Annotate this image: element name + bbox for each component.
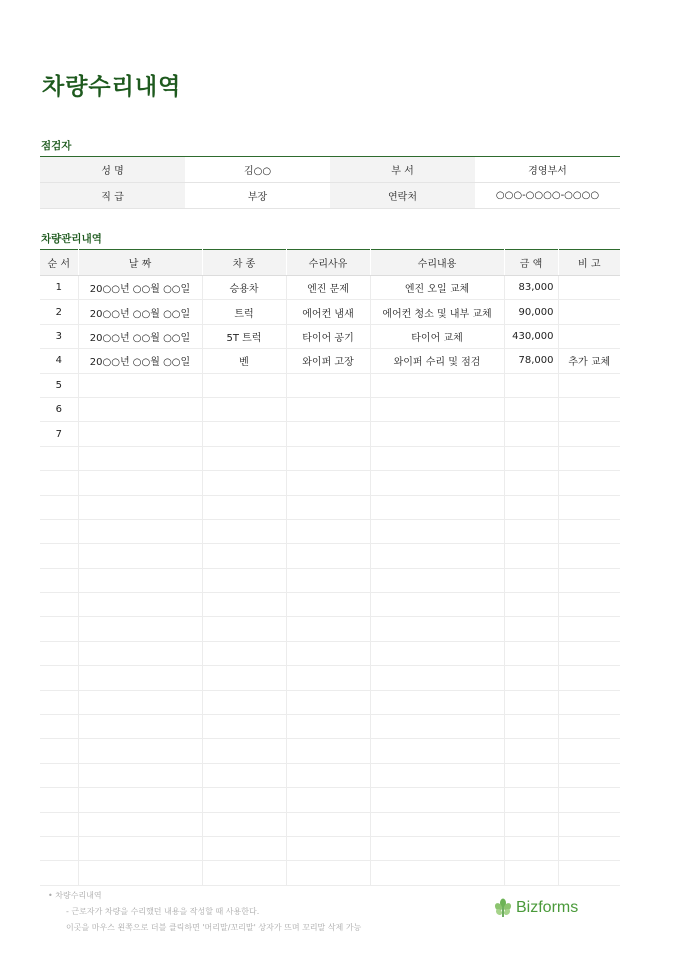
table-cell: 에어컨 청소 및 내부 교체 [370,300,504,324]
table-cell [78,373,202,397]
inspector-value: 경영부서 [475,157,620,183]
table-cell: 3 [40,324,78,348]
table-cell [370,397,504,421]
table-cell [286,397,370,421]
table-cell [40,690,78,714]
table-cell [202,519,286,543]
table-cell [40,763,78,787]
table-cell: 5T 트럭 [202,324,286,348]
table-cell [504,763,558,787]
table-cell [504,495,558,519]
table-cell [370,788,504,812]
table-cell: 추가 교체 [558,349,620,373]
page-title: 차량수리내역 [42,74,182,100]
table-cell: 6 [40,397,78,421]
table-cell [370,495,504,519]
table-cell: 1 [40,276,78,300]
table-cell: 엔진 문제 [286,276,370,300]
table-cell [370,641,504,665]
table-cell [558,715,620,739]
table-cell: 2 [40,300,78,324]
table-cell [558,422,620,446]
table-cell [40,495,78,519]
table-cell [370,739,504,763]
table-cell: 78,000 [504,349,558,373]
inspector-label: 성 명 [40,157,185,183]
table-cell [558,861,620,885]
table-row [40,861,620,885]
table-cell [370,519,504,543]
table-cell [504,446,558,470]
table-cell [504,788,558,812]
table-cell: 90,000 [504,300,558,324]
table-cell [202,715,286,739]
table-cell: 7 [40,422,78,446]
table-cell [286,471,370,495]
repairs-table [40,249,620,886]
table-cell [370,715,504,739]
table-cell [504,397,558,421]
table-cell [78,519,202,543]
table-row [40,349,620,373]
table-cell [370,763,504,787]
table-row [40,812,620,836]
table-cell [370,544,504,568]
table-cell [504,641,558,665]
table-cell [286,495,370,519]
table-cell [78,593,202,617]
table-cell [558,397,620,421]
table-cell [40,715,78,739]
table-row [40,324,620,348]
table-cell: 20○○년 ○○월 ○○일 [78,324,202,348]
table-cell [78,544,202,568]
table-cell [286,836,370,860]
table-cell [40,641,78,665]
table-cell [202,812,286,836]
table-cell: 타이어 공기 [286,324,370,348]
column-header: 날 짜 [78,250,202,276]
table-cell [78,836,202,860]
table-cell [202,739,286,763]
table-cell [370,568,504,592]
table-row [40,836,620,860]
table-cell [558,641,620,665]
table-cell [40,666,78,690]
table-row [40,544,620,568]
table-cell [202,836,286,860]
leaf-icon [494,898,512,918]
table-row [40,373,620,397]
table-row [40,641,620,665]
table-cell [202,397,286,421]
table-cell [504,373,558,397]
table-cell [504,666,558,690]
table-row [40,300,620,324]
table-cell [202,690,286,714]
table-cell [558,739,620,763]
table-cell [504,519,558,543]
table-cell [286,568,370,592]
table-cell [558,788,620,812]
table-cell [370,422,504,446]
inspector-label: 부 서 [330,157,475,183]
table-cell: 타이어 교체 [370,324,504,348]
table-cell [286,617,370,641]
table-cell [78,739,202,763]
brand-logo [494,898,578,918]
table-cell [40,812,78,836]
column-header: 수리내용 [370,250,504,276]
table-row [40,690,620,714]
table-cell [504,422,558,446]
table-cell [78,397,202,421]
table-cell [202,544,286,568]
column-header: 차 종 [202,250,286,276]
table-row [40,788,620,812]
table-cell [370,836,504,860]
table-cell [202,422,286,446]
table-cell [558,446,620,470]
table-cell [78,641,202,665]
table-row [40,422,620,446]
table-cell [504,690,558,714]
table-cell [370,373,504,397]
table-cell [558,544,620,568]
table-cell [286,373,370,397]
table-cell [558,812,620,836]
table-cell [558,373,620,397]
table-cell [558,471,620,495]
table-cell [504,617,558,641]
table-cell [370,666,504,690]
table-cell [286,446,370,470]
table-cell [78,422,202,446]
table-cell [286,641,370,665]
table-cell [78,666,202,690]
table-cell [40,836,78,860]
table-row [40,739,620,763]
table-cell [558,324,620,348]
table-cell [370,446,504,470]
table-row [40,617,620,641]
table-cell [202,861,286,885]
table-cell [558,495,620,519]
note-line: - 근로자가 차량을 수리했던 내용을 작성할 때 사용한다. [66,907,260,916]
table-cell [78,471,202,495]
table-cell [202,763,286,787]
table-cell [40,568,78,592]
table-cell [78,861,202,885]
table-cell [558,690,620,714]
table-row [40,495,620,519]
table-cell: 승용차 [202,276,286,300]
table-row [40,666,620,690]
table-cell [78,617,202,641]
table-cell [78,495,202,519]
table-row [40,276,620,300]
inspector-section-label: 점검자 [41,140,72,152]
table-cell [286,666,370,690]
inspector-label: 연락처 [330,183,475,209]
table-cell [504,836,558,860]
table-cell [202,495,286,519]
table-cell [504,812,558,836]
table-cell [286,519,370,543]
table-cell [558,276,620,300]
inspector-table [40,156,620,209]
column-header: 수리사유 [286,250,370,276]
brand-name: Bizforms [516,899,579,916]
table-cell: 벤 [202,349,286,373]
table-cell [286,788,370,812]
table-row [40,519,620,543]
table-cell [286,861,370,885]
table-cell: 20○○년 ○○월 ○○일 [78,300,202,324]
table-cell [504,715,558,739]
table-cell: 와이퍼 고장 [286,349,370,373]
table-cell [40,617,78,641]
table-cell: 20○○년 ○○월 ○○일 [78,349,202,373]
inspector-value: 부장 [185,183,330,209]
table-row [40,471,620,495]
table-cell [78,788,202,812]
table-row [40,397,620,421]
note-line: 이곳을 마우스 왼쪽으로 더블 클릭하면 '머리말/꼬리말' 상자가 뜨며 꼬리말 삭제 가능 [66,923,362,932]
table-cell [370,690,504,714]
footer-note [48,888,361,936]
table-cell [504,568,558,592]
table-cell [78,446,202,470]
table-cell [558,666,620,690]
table-cell [370,617,504,641]
table-cell [40,739,78,763]
table-cell [504,593,558,617]
table-cell [370,471,504,495]
repairs-section-label: 차량관리내역 [41,233,102,245]
table-cell [286,593,370,617]
table-cell [202,593,286,617]
table-cell [286,739,370,763]
table-row [40,593,620,617]
table-cell [78,690,202,714]
table-cell [370,812,504,836]
inspector-value: 김○○ [185,157,330,183]
table-cell [40,519,78,543]
table-cell [286,422,370,446]
table-cell [202,666,286,690]
table-cell [78,812,202,836]
table-cell [504,544,558,568]
table-cell [558,617,620,641]
table-cell [286,544,370,568]
table-cell: 20○○년 ○○월 ○○일 [78,276,202,300]
column-header: 순 서 [40,250,78,276]
table-cell [40,788,78,812]
table-cell [558,836,620,860]
table-cell [286,812,370,836]
table-row [40,763,620,787]
table-cell [40,446,78,470]
table-cell [78,715,202,739]
table-cell [286,763,370,787]
table-cell [558,568,620,592]
table-cell [202,641,286,665]
table-cell [558,763,620,787]
table-cell: 83,000 [504,276,558,300]
inspector-row [40,183,620,209]
table-cell [558,519,620,543]
note-title: • 차량수리내역 [48,891,102,900]
table-row [40,568,620,592]
column-header: 비 고 [558,250,620,276]
table-cell [202,373,286,397]
table-cell: 트럭 [202,300,286,324]
table-cell [202,617,286,641]
table-cell [78,568,202,592]
table-cell [202,471,286,495]
table-cell: 430,000 [504,324,558,348]
table-cell [78,763,202,787]
table-cell [202,788,286,812]
table-cell [370,861,504,885]
column-header: 금 액 [504,250,558,276]
table-cell: 4 [40,349,78,373]
inspector-value: ○○○-○○○○-○○○○ [475,183,620,209]
table-cell [504,861,558,885]
table-cell: 5 [40,373,78,397]
table-cell [202,446,286,470]
table-cell [504,739,558,763]
table-cell [40,593,78,617]
inspector-row [40,157,620,183]
table-cell [558,300,620,324]
table-cell: 엔진 오일 교체 [370,276,504,300]
inspector-label: 직 급 [40,183,185,209]
table-cell [370,593,504,617]
table-cell: 에어컨 냄새 [286,300,370,324]
table-cell [40,861,78,885]
table-cell [504,471,558,495]
table-cell [40,544,78,568]
table-cell [286,690,370,714]
table-cell [558,593,620,617]
table-cell [286,715,370,739]
table-cell: 와이퍼 수리 및 점검 [370,349,504,373]
table-cell [40,471,78,495]
table-row [40,715,620,739]
table-cell [202,568,286,592]
table-row [40,446,620,470]
